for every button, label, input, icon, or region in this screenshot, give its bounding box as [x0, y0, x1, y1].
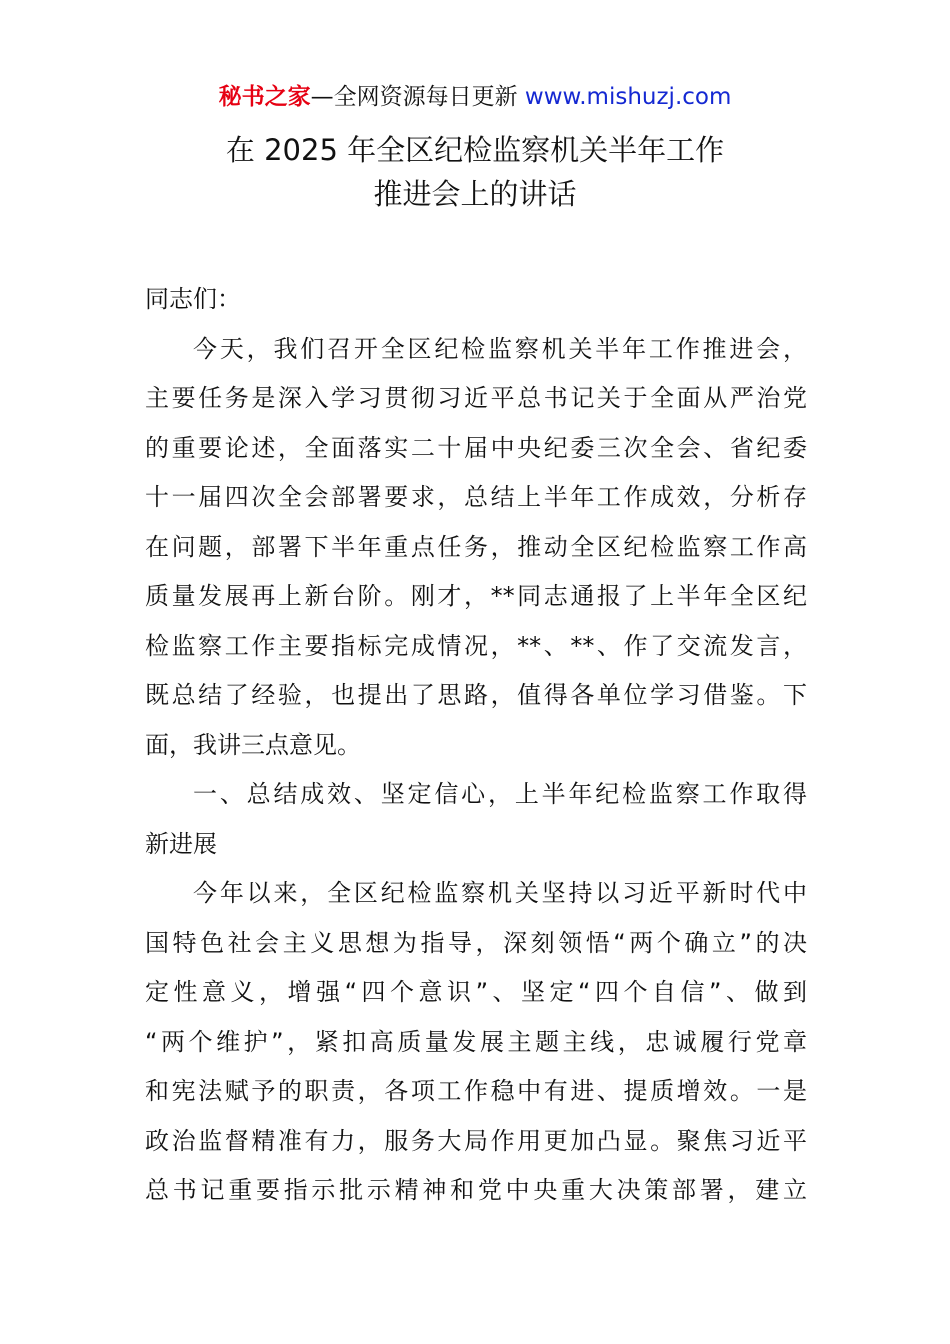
document-title	[0, 128, 950, 216]
body-line: 总书记重要指示批示精神和党中央重大决策部署，建立	[145, 1176, 807, 1204]
brand-name: 秘书之家	[218, 84, 311, 110]
body-line: “两个维护”，紧扣高质量发展主题主线，忠诚履行党章	[145, 1027, 807, 1056]
salutation: 同志们：	[145, 285, 241, 313]
body-line: 的重要论述，全面落实二十届中央纪委三次全会、省纪委	[145, 433, 807, 462]
body-line: 政治监督精准有力，服务大局作用更加凸显。聚焦习近平	[145, 1126, 807, 1155]
body-line: 质量发展再上新台阶。刚才，**同志通报了上半年全区纪	[145, 582, 807, 610]
body-line: 定性意义，增强“四个意识”、坚定“四个自信”、做到	[145, 978, 807, 1006]
header-tagline: —全网资源每日更新	[310, 84, 518, 110]
site-url[interactable]: www.mishuzj.com	[524, 84, 732, 110]
body-line: 既总结了经验，也提出了思路，值得各单位学习借鉴。下	[145, 681, 807, 709]
document-body	[145, 275, 807, 1216]
body-line: 国特色社会主义思想为指导，深刻领悟“两个确立”的决	[145, 928, 807, 957]
body-line: 今天，我们召开全区纪检监察机关半年工作推进会，	[193, 334, 807, 363]
title-line-1: 在 2025 年全区纪检监察机关半年工作	[225, 133, 725, 167]
site-header	[0, 80, 950, 114]
body-line: 十一届四次全会部署要求，总结上半年工作成效，分析存	[145, 483, 807, 511]
section-heading-line: 一、总结成效、坚定信心，上半年纪检监察工作取得	[193, 780, 807, 808]
body-line: 检监察工作主要指标完成情况，**、**、作了交流发言，	[145, 631, 807, 660]
body-line: 在问题，部署下半年重点任务，推动全区纪检监察工作高	[145, 532, 807, 561]
body-line: 今年以来，全区纪检监察机关坚持以习近平新时代中	[193, 879, 807, 907]
body-line: 面，我讲三点意见。	[145, 730, 361, 759]
section-heading-line: 新进展	[145, 829, 217, 858]
body-line: 和宪法赋予的职责，各项工作稳中有进、提质增效。一是	[145, 1077, 807, 1105]
title-line-2: 推进会上的讲话	[373, 177, 577, 211]
body-line: 主要任务是深入学习贯彻习近平总书记关于全面从严治党	[145, 384, 807, 412]
